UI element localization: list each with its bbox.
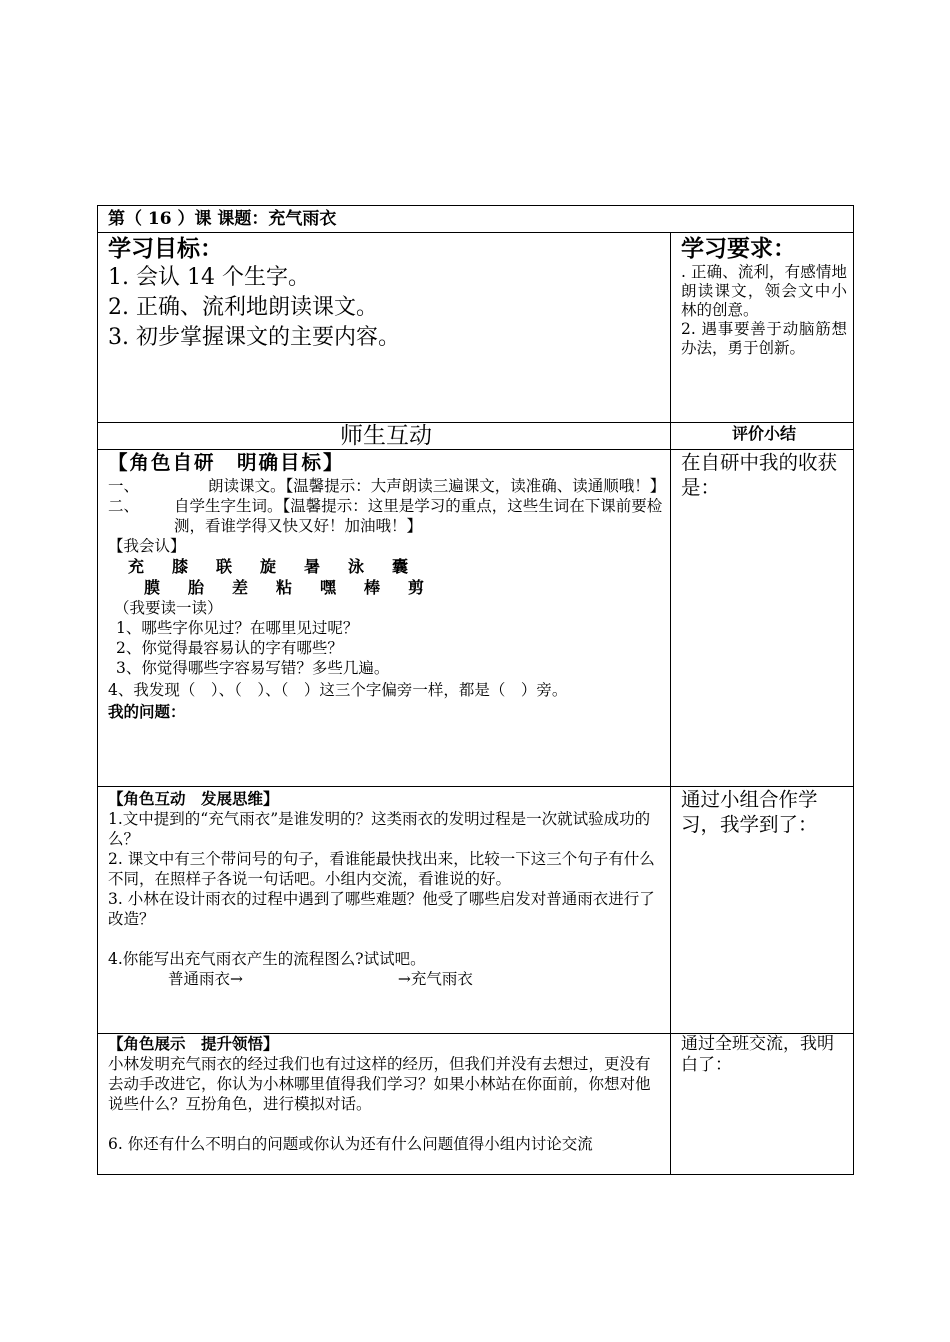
question: 2、你觉得最容易认的字有哪些？ bbox=[116, 639, 343, 657]
read-label: （我要读一读） bbox=[114, 599, 223, 617]
side-note: 通过小组合作学习，我学到了： bbox=[671, 787, 854, 1034]
column-header-side: 评价小结 bbox=[671, 423, 854, 450]
section-title: 【角色展示 提升领悟】 bbox=[108, 1034, 279, 1053]
flow-start: 普通雨衣→ bbox=[168, 970, 243, 988]
goal-item: 2. 正确、流利地朗读课文。 bbox=[108, 295, 378, 320]
char: 膝 bbox=[172, 557, 189, 576]
question: 1、哪些字你见过？在哪里见过呢？ bbox=[116, 619, 359, 637]
requirements-heading: 学习要求： bbox=[681, 235, 796, 262]
section-interaction bbox=[98, 787, 671, 1034]
goal-item: 3. 初步掌握课文的主要内容。 bbox=[108, 325, 400, 350]
question: 4、我发现（ ）、（ ）、（ ）这三个字偏旁一样，都是（ ）旁。 bbox=[108, 681, 568, 699]
char: 剪 bbox=[408, 578, 425, 597]
char: 联 bbox=[216, 557, 233, 576]
section-showcase bbox=[98, 1034, 671, 1175]
question: 2. 课文中有三个带问号的句子，看谁能最快找出来，比较一下这三个句子有什么不同，在照样子各说一句话吧。小组内交流，看谁说的好。 bbox=[108, 850, 655, 888]
flow-end: →充气雨衣 bbox=[397, 970, 473, 988]
step-number: 一、 bbox=[108, 477, 140, 495]
step-two bbox=[108, 496, 664, 536]
question: 3、你觉得哪些字容易写错？多些几遍。 bbox=[116, 659, 390, 677]
step-text: 朗读课文。【温馨提示：大声朗读三遍课文，读准确、读通顺哦！】 bbox=[208, 477, 666, 495]
char: 充 bbox=[128, 557, 145, 576]
char: 旋 bbox=[260, 557, 277, 576]
char: 棒 bbox=[364, 578, 381, 597]
know-label: 【我会认】 bbox=[108, 537, 186, 555]
column-header-main: 师生互动 bbox=[98, 423, 671, 450]
char-row bbox=[108, 556, 664, 577]
char: 粘 bbox=[276, 578, 293, 597]
flow-chart bbox=[108, 969, 664, 989]
section-title: 【角色互动 发展思维】 bbox=[108, 789, 279, 808]
paragraph: 6. 你还有什么不明白的问题或你认为还有什么问题值得小组内讨论交流 bbox=[108, 1135, 593, 1153]
requirement-item: . 正确、流利，有感情地朗读课文，领会文中小林的创意。 bbox=[681, 263, 848, 319]
section-title: 【角色自研 明确目标】 bbox=[108, 451, 345, 474]
section-self-study bbox=[98, 450, 671, 787]
goals-heading: 学习目标： bbox=[108, 235, 223, 262]
goal-item: 1. 会认 14 个生字。 bbox=[108, 265, 310, 290]
side-note: 在自研中我的收获是： bbox=[671, 450, 854, 787]
side-note: 通过全班交流，我明白了： bbox=[671, 1034, 854, 1175]
step-number: 二、 bbox=[108, 497, 140, 515]
lesson-title: 第（ 16 ）课 课题：充气雨衣 bbox=[98, 206, 854, 233]
requirement-item: 2. 遇事要善于动脑筋想办法，勇于创新。 bbox=[681, 320, 848, 357]
char: 暑 bbox=[304, 557, 321, 576]
question: 4.你能写出充气雨衣产生的流程图么?试试吧。 bbox=[108, 950, 426, 968]
my-question-label: 我的问题： bbox=[108, 702, 186, 721]
question: 1.文中提到的“充气雨衣”是谁发明的？这类雨衣的发明过程是一次就试验成功的么？ bbox=[108, 810, 651, 848]
char: 嘿 bbox=[320, 578, 337, 597]
question: 3. 小林在设计雨衣的过程中遇到了哪些难题？他受了哪些启发对普通雨衣进行了改造？ bbox=[108, 890, 655, 928]
step-text: 自学生字生词。【温馨提示：这里是学习的重点，这些生词在下课前要检测，看谁学得又快又好！加油哦！】 bbox=[174, 497, 663, 535]
lesson-table bbox=[97, 205, 854, 1175]
char: 差 bbox=[232, 578, 249, 597]
goals-cell bbox=[98, 233, 671, 423]
requirements-cell bbox=[671, 233, 854, 423]
paragraph: 小林发明充气雨衣的经过我们也有过这样的经历，但我们并没有去想过，更没有去动手改进它，你认为小林哪里值得我们学习？如果小林站在你面前，你想对他说些什么？互扮角色，进行模拟对话。 bbox=[108, 1055, 651, 1113]
char: 泳 bbox=[348, 557, 365, 576]
char: 膜 bbox=[144, 578, 161, 597]
step-one bbox=[108, 476, 664, 496]
lesson-plan bbox=[97, 205, 853, 1175]
char-row bbox=[108, 577, 664, 598]
char: 囊 bbox=[392, 557, 409, 576]
char: 胎 bbox=[188, 578, 205, 597]
